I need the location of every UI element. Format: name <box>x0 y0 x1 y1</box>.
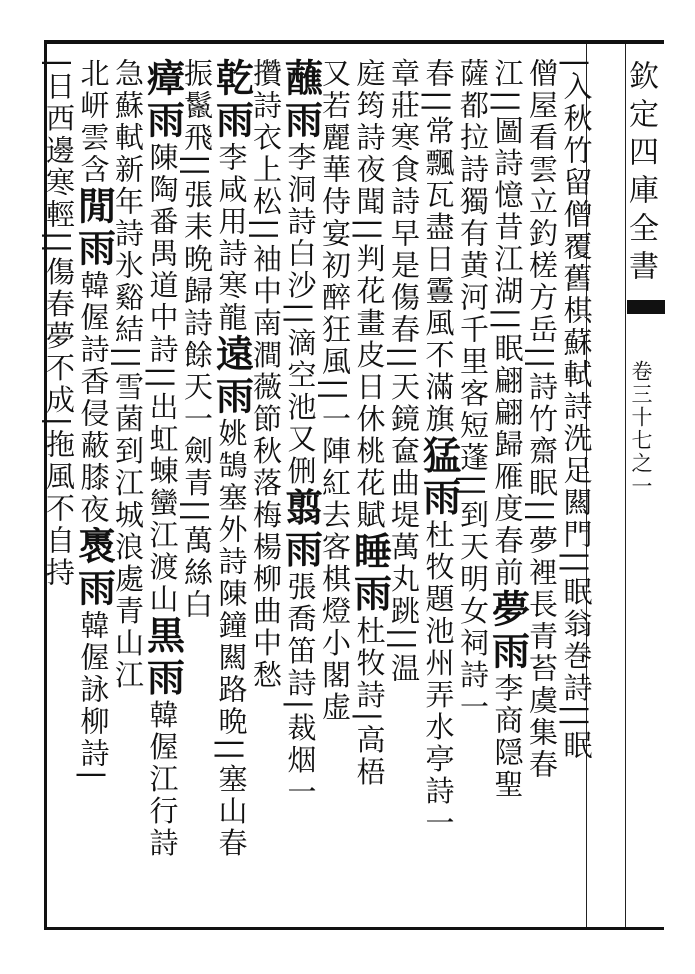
column-text: 韓偓江行詩 <box>145 699 180 860</box>
column-text: 庭筠詩夜聞||判花畫皮日休桃花賦 <box>352 58 387 532</box>
entry-heading: 褭雨 <box>71 526 117 610</box>
column-text: 春||常飄瓦盡日霻風不滿旗 <box>421 58 456 436</box>
entry-heading: 蘸雨 <box>278 58 324 142</box>
column-text: |入秋竹留僧覆舊棋蘇軾詩洗足闗門||眠翁巻詩||眠 <box>559 58 594 762</box>
column-text: 杜牧題池州弄水亭詩一 <box>421 519 456 840</box>
column-text: 又若麗華侍宴初醉狂風||一陣紅去 <box>318 58 352 532</box>
column-text: 北岍雲含 <box>76 58 111 186</box>
column-text: 薩都拉詩獨有黄河千里客短蓬||到天明 <box>456 58 490 596</box>
library-title: 欽定四庫全書 <box>623 60 658 288</box>
fishtail-mark <box>627 300 665 314</box>
column-text: 陳陶番禺道中詩||出虹蝀蠻江渡山 <box>145 142 180 616</box>
column-text: 李商隠聖 <box>490 673 525 802</box>
column-text: 振鬣飛|| <box>180 58 214 180</box>
entry-heading: 夢雨 <box>485 589 531 674</box>
entry-heading: 乾雨 <box>209 58 255 142</box>
column-text: 僧屋看雲立釣槎方岳||詩竹齋眠||夢裡長青苔虞集春 <box>525 58 559 782</box>
chapter-label: 卷三十七之一 <box>629 360 653 498</box>
column-text: 客棋燈小閣虚 <box>318 531 352 724</box>
column-text: 張耒晩歸詩餘天一劍青||萬絲白 <box>180 179 214 622</box>
entry-heading: 閒雨 <box>71 186 117 270</box>
column-text: 浪處青山江 <box>111 531 145 692</box>
column-text: 鏡奩曲堤萬丸跳||温 <box>387 403 421 686</box>
column-text: 李洞詩白沙||滴空池又侀 <box>283 142 318 488</box>
column-text: 寒輕||傷春夢不成 <box>42 166 76 417</box>
column-text: 姚鵠塞外詩陳鐘闗路晩||塞山春 <box>214 418 249 860</box>
entry-heading: 猛雨 <box>416 435 462 520</box>
column-text: 急蘇軾新年詩氷谿結||雪菌到江城 <box>111 58 145 532</box>
column-text: 張喬笛詩|裁烟一 <box>283 571 318 809</box>
column-text: 韓偓詠柳詩| <box>76 610 111 783</box>
text-column <box>36 58 82 920</box>
column-text: |日西邊 <box>42 58 76 167</box>
entry-heading: 睡雨 <box>347 531 393 616</box>
column-text: |拖風不自持 <box>42 416 76 590</box>
column-text: 韓偓詩香侵蔽膝夜 <box>76 270 111 526</box>
column-text: 攢詩衣上松||袖中南澗薇 <box>249 58 283 404</box>
entry-heading: 遠雨 <box>209 334 255 418</box>
entry-heading: 瘴雨 <box>140 58 186 142</box>
column-text: 女祠詩一 <box>456 595 490 724</box>
column-text: 節秋落梅楊柳曲中愁 <box>249 403 283 692</box>
column-text: 章莊寒食詩早是傷春||天 <box>387 58 421 404</box>
entry-heading: 黒雨 <box>140 615 186 700</box>
column-text: 江||圖詩憶昔江湖||眠翩翩歸雁度春前 <box>490 58 525 590</box>
column-text: 杜牧詩|高梧 <box>352 615 387 789</box>
entry-heading: 翦雨 <box>278 487 324 572</box>
column-text: 李咸用詩寒龍 <box>214 142 249 334</box>
